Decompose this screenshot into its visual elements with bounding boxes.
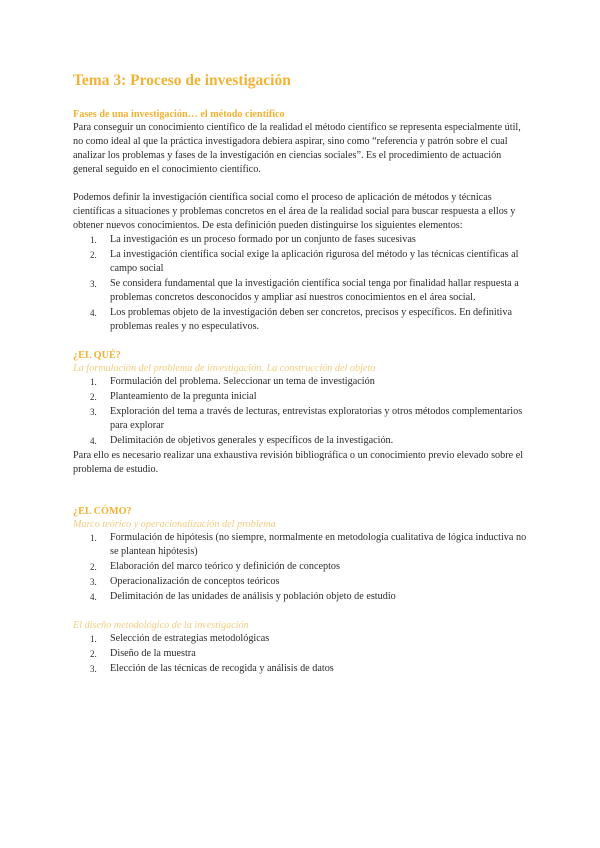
subheading-diseno-metodologico: El diseño metodológico de la investigación <box>73 620 249 631</box>
section-heading-el-que: ¿EL QUÉ? <box>73 350 121 361</box>
subheading-marco-teorico: Marco teórico y operacionalización del problema <box>73 519 276 530</box>
paragraph-revision: Para ello es necesario realizar una exhaustiva revisión bibliográfica o un conocimiento previo elevado sobre el problema de estudio. <box>73 450 524 475</box>
list-item: 1. Formulación de hipótesis (no siempre, normalmente en metodología cualitativa de lógica inductiva no se plantean hipótesis) <box>90 532 527 557</box>
list-elementos <box>73 233 533 334</box>
list-item: 2. Planteamiento de la pregunta inicial <box>90 391 257 402</box>
list-diseno-metodologico <box>73 632 533 676</box>
page-title: Tema 3: Proceso de investigación <box>73 72 291 89</box>
paragraph-definicion: Podemos definir la investigación científica social como el proceso de aplicación de métodos y técnicas científicas a situaciones y problemas concretos en el área de la realidad social para buscar respuesta a ellos y obtener nuevos conocimientos. De esta definición pueden distinguirse los siguientes elementos: <box>73 192 516 231</box>
subheading-formulacion: La formulación del problema de investigación. La construcción del objeto <box>73 363 376 374</box>
list-item: 1. Selección de estrategias metodológicas <box>90 633 270 644</box>
list-item: 2. Diseño de la muestra <box>90 648 196 659</box>
list-item: 3. Operacionalización de conceptos teóricos <box>90 576 280 587</box>
list-item: 4. Delimitación de las unidades de análisis y población objeto de estudio <box>90 591 396 602</box>
list-item: 4. Delimitación de objetivos generales y específicos de la investigación. <box>90 435 394 446</box>
list-item: 2. Elaboración del marco teórico y definición de conceptos <box>90 561 340 572</box>
list-item: 1. Formulación del problema. Seleccionar un tema de investigación <box>90 376 375 387</box>
list-item: 4. Los problemas objeto de la investigación deben ser concretos, precisos y específicos. En definitiva problemas reales y no especulativos. <box>90 307 512 332</box>
list-marco-teorico <box>73 531 533 604</box>
section-heading-fases: Fases de una investigación… el método científico <box>73 109 285 120</box>
list-el-que <box>73 375 533 448</box>
list-item: 2. La investigación científica social exige la aplicación rigurosa del método y las técnicas científicas al campo social <box>90 249 519 274</box>
list-item: 1. La investigación es un proceso formado por un conjunto de fases sucesivas <box>90 234 416 245</box>
section-heading-el-como: ¿EL CÓMO? <box>73 506 132 517</box>
document-content <box>73 70 533 677</box>
list-item: 3. Exploración del tema a través de lecturas, entrevistas exploratorias y otros métodos complementarios para explorar <box>90 406 523 431</box>
list-item: 3. Elección de las técnicas de recogida y análisis de datos <box>90 663 334 674</box>
paragraph-metodo: Para conseguir un conocimiento científico de la realidad el método científico se representa especialmente útil, no como ideal al que la práctica investigadora debiera aspirar, sino como “referencia y patrón sobre el cual analizar los problemas y fases de la investigación en ciencias sociales”. Es el procedimiento de actuación general seguido en el conocimiento científico. <box>73 122 521 175</box>
list-item: 3. Se considera fundamental que la investigación científica social tenga por finalidad hallar respuesta a problemas concretos desconocidos y ampliar así nuestros conocimientos en el área social. <box>90 278 519 303</box>
